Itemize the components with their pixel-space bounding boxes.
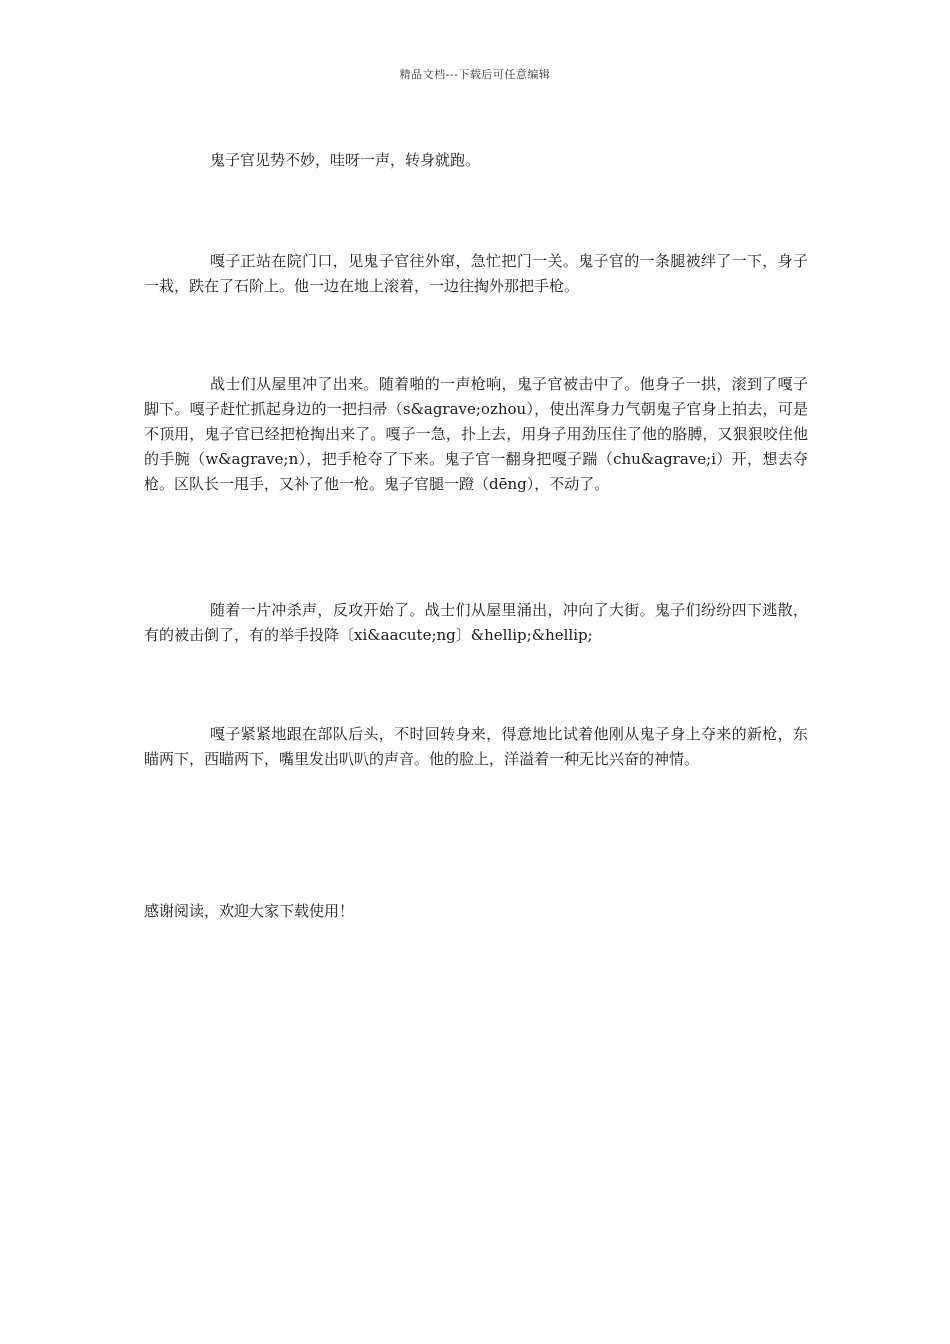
story-paragraph-1: 鬼子官见势不妙，哇呀一声，转身就跑。 bbox=[210, 151, 481, 169]
story-paragraph-3: 战士们从屋里冲了出来。随着啪的一声枪响，鬼子官被击中了。他身子一拱，滚到了嘎子脚下。嘎子赶忙抓起身边的一把扫帚（s&agrave;ozhou），使出浑身力气朝鬼子官身上拍去，可是不顶用，鬼子官已经把枪掏出来了。嘎子一急，扑上去，用身子用劲压住了他的胳膊，又狠狠咬住他的手腕（w&agrave;n），把手枪夺了下来。鬼子官一翻身把嘎子踹（chu&agrave;i）开，想去夺枪。区队长一甩手，又补了他一枪。鬼子官腿一蹬（dēng），不动了。 bbox=[144, 375, 808, 493]
closing-note: 感谢阅读，欢迎大家下载使用！ bbox=[144, 902, 355, 920]
story-paragraph-4: 随着一片冲杀声，反攻开始了。战士们从屋里涌出，冲向了大街。鬼子们纷纷四下逃散，有的被击倒了，有的举手投降〔xi&aacute;ng〕&hellip;&hellip; bbox=[144, 601, 808, 644]
page-header: 精品文档---下载后可任意编辑 bbox=[399, 68, 551, 81]
story-paragraph-5: 嘎子紧紧地跟在部队后头，不时回转身来，得意地比试着他刚从鬼子身上夺来的新枪，东瞄两下，西瞄两下，嘴里发出叭叭的声音。他的脸上，洋溢着一种无比兴奋的神情。 bbox=[144, 725, 808, 768]
story-paragraph-2: 嘎子正站在院门口，见鬼子官往外窜，急忙把门一关。鬼子官的一条腿被绊了一下，身子一栽，跌在了石阶上。他一边在地上滚着，一边往掏外那把手枪。 bbox=[144, 252, 808, 295]
